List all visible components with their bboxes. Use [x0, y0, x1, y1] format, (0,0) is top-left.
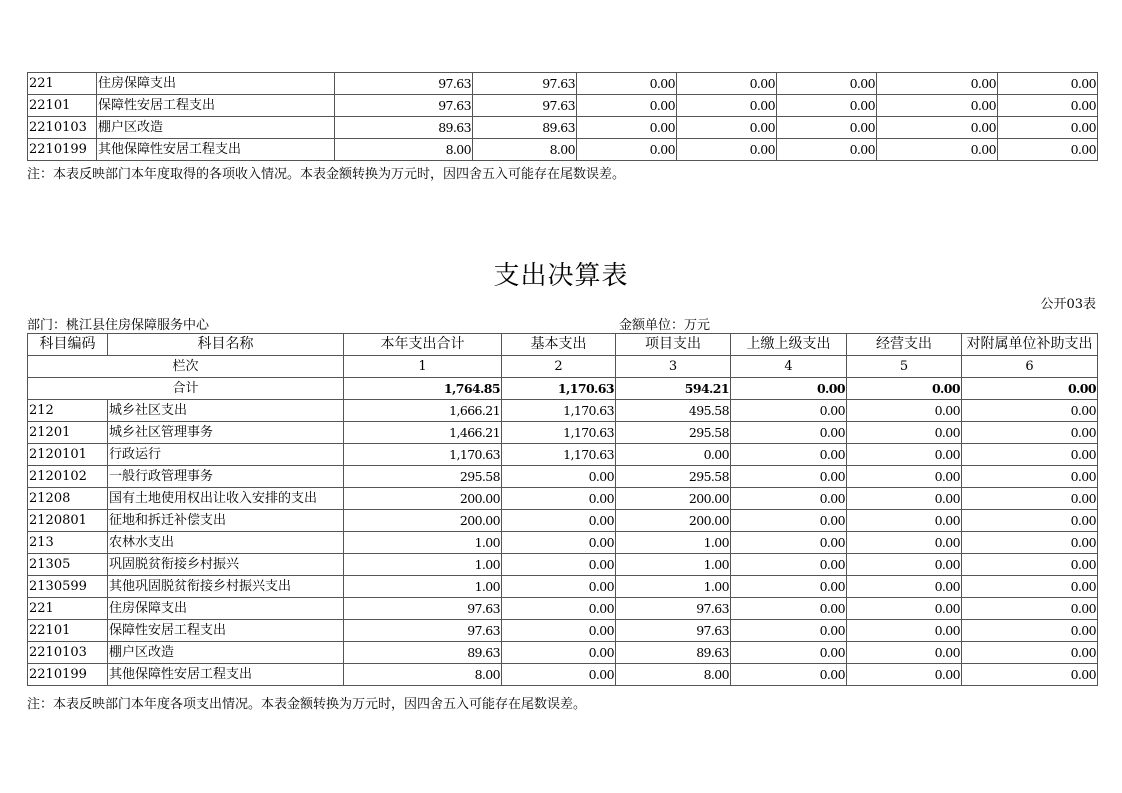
amount-cell: 0.00 [577, 95, 677, 117]
subject-name: 其他保障性安居工程支出 [97, 139, 335, 161]
amount-cell: 0.00 [962, 598, 1098, 620]
amount-cell: 0.00 [998, 73, 1098, 95]
subject-name: 一般行政管理事务 [108, 466, 344, 488]
column-number: 4 [731, 356, 847, 378]
amount-cell: 0.00 [847, 576, 962, 598]
amount-cell: 0.00 [731, 598, 847, 620]
amount-cell: 97.63 [616, 598, 731, 620]
amount-cell: 0.00 [731, 554, 847, 576]
table-row [28, 598, 1098, 620]
expense-table-note: 注：本表反映部门本年度各项支出情况。本表金额转换为万元时，因四舍五入可能存在尾数误差。 [27, 697, 587, 712]
subject-name: 城乡社区管理事务 [108, 422, 344, 444]
amount-cell: 0.00 [731, 532, 847, 554]
subject-code: 2210103 [28, 117, 97, 139]
amount-cell: 0.00 [502, 576, 616, 598]
amount-cell: 0.00 [502, 620, 616, 642]
column-header: 本年支出合计 [344, 334, 502, 356]
amount-cell: 0.00 [502, 664, 616, 686]
income-table-continued [27, 72, 1098, 161]
amount-cell: 1,170.63 [502, 400, 616, 422]
subject-code: 213 [28, 532, 108, 554]
amount-cell: 8.00 [616, 664, 731, 686]
amount-cell: 0.00 [777, 117, 877, 139]
amount-cell: 0.00 [847, 400, 962, 422]
amount-cell: 8.00 [473, 139, 577, 161]
subject-name: 棚户区改造 [108, 642, 344, 664]
subject-name: 其他巩固脱贫衔接乡村振兴支出 [108, 576, 344, 598]
amount-cell: 0.00 [962, 664, 1098, 686]
amount-cell: 200.00 [344, 488, 502, 510]
amount-cell: 0.00 [731, 488, 847, 510]
amount-cell: 0.00 [847, 422, 962, 444]
amount-cell: 0.00 [877, 95, 998, 117]
table-row [28, 422, 1098, 444]
table-row [28, 95, 1098, 117]
column-number: 6 [962, 356, 1098, 378]
subject-name: 巩固脱贫衔接乡村振兴 [108, 554, 344, 576]
total-amount-cell: 594.21 [616, 378, 731, 400]
income-table-note: 注：本表反映部门本年度取得的各项收入情况。本表金额转换为万元时，因四舍五入可能存在尾数误差。 [27, 167, 626, 182]
amount-cell: 0.00 [577, 73, 677, 95]
amount-cell: 0.00 [777, 95, 877, 117]
amount-cell: 0.00 [731, 642, 847, 664]
amount-cell: 0.00 [502, 532, 616, 554]
amount-cell: 0.00 [962, 620, 1098, 642]
amount-cell: 0.00 [998, 95, 1098, 117]
amount-cell: 1.00 [616, 532, 731, 554]
amount-cell: 0.00 [962, 422, 1098, 444]
subject-code: 221 [28, 73, 97, 95]
amount-cell: 1,466.21 [344, 422, 502, 444]
form-code: 公开03表 [1040, 297, 1096, 312]
amount-cell: 0.00 [502, 598, 616, 620]
amount-cell: 0.00 [962, 642, 1098, 664]
subject-name: 农林水支出 [108, 532, 344, 554]
column-number: 3 [616, 356, 731, 378]
subject-name: 国有土地使用权出让收入安排的支出 [108, 488, 344, 510]
subject-code: 2120801 [28, 510, 108, 532]
amount-cell: 0.00 [847, 554, 962, 576]
amount-cell: 97.63 [335, 73, 473, 95]
amount-cell: 1.00 [344, 532, 502, 554]
amount-cell: 0.00 [962, 466, 1098, 488]
amount-cell: 1.00 [344, 576, 502, 598]
amount-cell: 1,666.21 [344, 400, 502, 422]
amount-cell: 0.00 [677, 95, 777, 117]
subject-code: 21305 [28, 554, 108, 576]
amount-cell: 0.00 [962, 400, 1098, 422]
total-amount-cell: 0.00 [731, 378, 847, 400]
page-title: 支出决算表 [493, 261, 629, 291]
amount-cell: 0.00 [677, 117, 777, 139]
amount-cell: 295.58 [344, 466, 502, 488]
amount-cell: 0.00 [847, 532, 962, 554]
amount-cell: 89.63 [335, 117, 473, 139]
amount-cell: 8.00 [335, 139, 473, 161]
expense-table [27, 333, 1098, 686]
amount-cell: 97.63 [344, 620, 502, 642]
amount-cell: 0.00 [616, 444, 731, 466]
table-row [28, 664, 1098, 686]
amount-cell: 0.00 [998, 117, 1098, 139]
column-header: 项目支出 [616, 334, 731, 356]
subject-code: 21208 [28, 488, 108, 510]
subject-code: 212 [28, 400, 108, 422]
amount-cell: 0.00 [998, 139, 1098, 161]
column-header: 对附属单位补助支出 [962, 334, 1098, 356]
amount-cell: 0.00 [731, 576, 847, 598]
amount-cell: 1.00 [344, 554, 502, 576]
amount-cell: 97.63 [473, 73, 577, 95]
table-row [28, 444, 1098, 466]
subject-code: 22101 [28, 620, 108, 642]
amount-cell: 1,170.63 [502, 422, 616, 444]
subject-name: 住房保障支出 [97, 73, 335, 95]
amount-cell: 0.00 [502, 554, 616, 576]
amount-cell: 0.00 [731, 422, 847, 444]
column-header: 科目名称 [108, 334, 344, 356]
amount-cell: 0.00 [877, 139, 998, 161]
table-row [28, 532, 1098, 554]
amount-cell: 0.00 [731, 400, 847, 422]
amount-cell: 0.00 [962, 488, 1098, 510]
column-number: 2 [502, 356, 616, 378]
amount-cell: 200.00 [616, 488, 731, 510]
column-header: 上缴上级支出 [731, 334, 847, 356]
amount-cell: 0.00 [962, 510, 1098, 532]
amount-cell: 1.00 [616, 576, 731, 598]
column-number: 1 [344, 356, 502, 378]
table-row [28, 139, 1098, 161]
subject-code: 21201 [28, 422, 108, 444]
amount-cell: 0.00 [962, 444, 1098, 466]
total-amount-cell: 0.00 [962, 378, 1098, 400]
subject-name: 棚户区改造 [97, 117, 335, 139]
amount-cell: 0.00 [577, 139, 677, 161]
amount-cell: 495.58 [616, 400, 731, 422]
subject-name: 其他保障性安居工程支出 [108, 664, 344, 686]
column-header: 科目编码 [28, 334, 108, 356]
amount-cell: 97.63 [616, 620, 731, 642]
amount-cell: 295.58 [616, 466, 731, 488]
table-row [28, 117, 1098, 139]
subject-code: 22101 [28, 95, 97, 117]
amount-cell: 0.00 [877, 73, 998, 95]
total-amount-cell: 1,170.63 [502, 378, 616, 400]
subject-name: 城乡社区支出 [108, 400, 344, 422]
subject-name: 行政运行 [108, 444, 344, 466]
table-row [28, 576, 1098, 598]
amount-cell: 0.00 [847, 642, 962, 664]
amount-cell: 0.00 [847, 664, 962, 686]
amount-cell: 0.00 [877, 117, 998, 139]
table-row [28, 620, 1098, 642]
subject-code: 2210199 [28, 139, 97, 161]
amount-cell: 97.63 [344, 598, 502, 620]
table-row [28, 554, 1098, 576]
amount-cell: 0.00 [847, 620, 962, 642]
total-row [28, 378, 1098, 400]
amount-cell: 200.00 [616, 510, 731, 532]
column-header: 基本支出 [502, 334, 616, 356]
column-row-label: 栏次 [28, 356, 344, 378]
amount-cell: 0.00 [847, 466, 962, 488]
table-row [28, 510, 1098, 532]
amount-cell: 0.00 [677, 73, 777, 95]
amount-cell: 0.00 [502, 510, 616, 532]
amount-cell: 0.00 [731, 510, 847, 532]
subject-code: 2120101 [28, 444, 108, 466]
amount-cell: 8.00 [344, 664, 502, 686]
total-label: 合计 [28, 378, 344, 400]
table-row [28, 642, 1098, 664]
amount-cell: 0.00 [502, 466, 616, 488]
total-amount-cell: 1,764.85 [344, 378, 502, 400]
table-row [28, 466, 1098, 488]
amount-cell: 0.00 [847, 598, 962, 620]
amount-cell: 0.00 [962, 554, 1098, 576]
subject-name: 保障性安居工程支出 [97, 95, 335, 117]
subject-name: 征地和拆迁补偿支出 [108, 510, 344, 532]
amount-cell: 0.00 [731, 466, 847, 488]
amount-cell: 0.00 [731, 620, 847, 642]
amount-cell: 89.63 [616, 642, 731, 664]
amount-cell: 0.00 [677, 139, 777, 161]
amount-cell: 1,170.63 [502, 444, 616, 466]
column-number: 5 [847, 356, 962, 378]
amount-cell: 295.58 [616, 422, 731, 444]
amount-cell: 89.63 [473, 117, 577, 139]
amount-cell: 1.00 [616, 554, 731, 576]
amount-cell: 89.63 [344, 642, 502, 664]
amount-cell: 1,170.63 [344, 444, 502, 466]
table-row [28, 73, 1098, 95]
amount-cell: 0.00 [962, 532, 1098, 554]
amount-cell: 0.00 [502, 642, 616, 664]
amount-cell: 97.63 [473, 95, 577, 117]
amount-cell: 0.00 [777, 139, 877, 161]
subject-code: 221 [28, 598, 108, 620]
column-header: 经营支出 [847, 334, 962, 356]
subject-code: 2210199 [28, 664, 108, 686]
subject-code: 2210103 [28, 642, 108, 664]
amount-cell: 200.00 [344, 510, 502, 532]
amount-cell: 0.00 [731, 664, 847, 686]
department-label: 部门：桃江县住房保障服务中心 [27, 318, 210, 333]
amount-cell: 0.00 [777, 73, 877, 95]
subject-name: 保障性安居工程支出 [108, 620, 344, 642]
amount-cell: 0.00 [731, 444, 847, 466]
amount-cell: 0.00 [502, 488, 616, 510]
table-row [28, 400, 1098, 422]
amount-cell: 0.00 [577, 117, 677, 139]
amount-unit-label: 金额单位：万元 [619, 318, 711, 333]
table-row [28, 488, 1098, 510]
amount-cell: 0.00 [847, 488, 962, 510]
column-number-row [28, 356, 1098, 378]
subject-code: 2130599 [28, 576, 108, 598]
subject-name: 住房保障支出 [108, 598, 344, 620]
amount-cell: 0.00 [962, 576, 1098, 598]
amount-cell: 97.63 [335, 95, 473, 117]
amount-cell: 0.00 [847, 444, 962, 466]
subject-code: 2120102 [28, 466, 108, 488]
header-row [28, 334, 1098, 356]
total-amount-cell: 0.00 [847, 378, 962, 400]
amount-cell: 0.00 [847, 510, 962, 532]
